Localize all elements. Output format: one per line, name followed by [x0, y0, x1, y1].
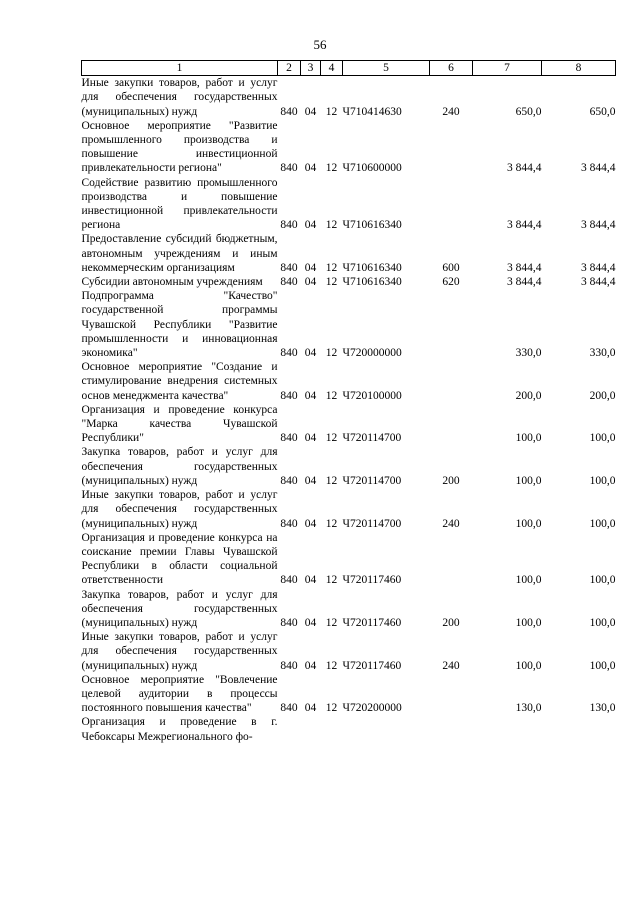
table-row: [82, 588, 616, 631]
row-amount-8: 100,0: [589, 616, 616, 629]
column-header-1: 1: [82, 61, 278, 76]
row-code-5: Ч720100000: [342, 389, 402, 402]
row-code-6: [430, 403, 473, 446]
row-code-6: 240: [442, 659, 460, 672]
row-code-2: 840: [280, 659, 298, 672]
row-amount-8: 100,0: [589, 517, 616, 530]
row-code-5: Ч720114700: [342, 432, 402, 445]
row-code-5: Ч720114700: [342, 517, 402, 530]
row-code-3: [301, 715, 321, 743]
row-code-2: 840: [280, 261, 298, 274]
row-code-6: 240: [442, 105, 460, 118]
row-code-4: 12: [325, 219, 338, 232]
row-name: Иные закупки товаров, работ и услуг для обеспечения государственных (муниципальных) нужд: [81, 489, 278, 530]
row-code-5: Ч710616340: [342, 276, 402, 289]
row-amount-7: 3 844,4: [507, 276, 542, 289]
table-row: [82, 176, 616, 233]
row-code-2: [278, 715, 301, 743]
row-code-2: 840: [280, 432, 298, 445]
row-code-6: [430, 119, 473, 176]
row-code-4: 12: [325, 105, 338, 118]
row-code-2: 840: [280, 616, 298, 629]
table-row: [82, 445, 616, 488]
table-row: [82, 232, 616, 275]
header-row: [82, 61, 616, 76]
row-amount-7: 100,0: [515, 616, 542, 629]
table-row: [82, 715, 616, 743]
row-amount-7: 3 844,4: [507, 162, 542, 175]
row-amount-8: 100,0: [589, 574, 616, 587]
row-amount-7: 100,0: [515, 659, 542, 672]
table-row: [82, 275, 616, 289]
row-code-4: 12: [325, 574, 338, 587]
row-code-3: 04: [304, 474, 317, 487]
row-amount-8: 330,0: [589, 347, 616, 360]
row-code-3: 04: [304, 276, 317, 289]
table-row: [82, 119, 616, 176]
row-code-2: 840: [280, 389, 298, 402]
table-row: [82, 403, 616, 446]
row-amount-7: 100,0: [515, 432, 542, 445]
row-code-3: 04: [304, 517, 317, 530]
row-name: Содействие развитию промышленного производства и повышение инвестиционной привлекательности региона: [81, 176, 278, 232]
row-amount-8: 3 844,4: [581, 276, 616, 289]
column-header-3: 3: [301, 61, 321, 76]
row-code-6: [430, 289, 473, 360]
row-amount-8: 100,0: [589, 432, 616, 445]
row-amount-7: 100,0: [515, 517, 542, 530]
table-row: [82, 76, 616, 119]
table-row: [82, 289, 616, 360]
row-amount-8: 100,0: [589, 474, 616, 487]
row-code-5: Ч710616340: [342, 219, 402, 232]
row-name: Основное мероприятие "Создание и стимулирование внедрения системных основ менеджмента качества": [81, 361, 278, 402]
row-code-3: 04: [304, 702, 317, 715]
row-amount-8: 200,0: [589, 389, 616, 402]
table-body: [82, 76, 616, 744]
row-code-6: 240: [442, 517, 460, 530]
row-code-5: Ч720000000: [342, 347, 402, 360]
row-name: Закупка товаров, работ и услуг для обеспечения государственных (муниципальных) нужд: [81, 446, 278, 487]
row-code-4: [321, 715, 343, 743]
row-code-3: 04: [304, 347, 317, 360]
row-code-2: 840: [280, 276, 298, 289]
row-code-3: 04: [304, 389, 317, 402]
row-code-3: 04: [304, 574, 317, 587]
row-amount-7: 650,0: [515, 105, 542, 118]
table-row: [82, 630, 616, 673]
row-amount-8: 3 844,4: [581, 219, 616, 232]
row-code-4: 12: [325, 347, 338, 360]
row-code-2: 840: [280, 219, 298, 232]
column-header-4: 4: [321, 61, 343, 76]
row-code-4: 12: [325, 432, 338, 445]
row-code-3: 04: [304, 261, 317, 274]
row-amount-8: 130,0: [589, 702, 616, 715]
row-code-4: 12: [325, 389, 338, 402]
row-code-3: 04: [304, 432, 317, 445]
column-header-8: 8: [542, 61, 616, 76]
column-header-5: 5: [343, 61, 430, 76]
row-code-2: 840: [280, 347, 298, 360]
row-code-4: 12: [325, 702, 338, 715]
row-code-6: [430, 176, 473, 233]
row-code-4: 12: [325, 659, 338, 672]
row-amount-7: 3 844,4: [507, 261, 542, 274]
table-header: [82, 61, 616, 76]
row-code-3: 04: [304, 219, 317, 232]
row-amount-7: 130,0: [515, 702, 542, 715]
row-name: Субсидии автономным учреждениям: [81, 276, 263, 289]
row-amount-7: 100,0: [515, 474, 542, 487]
row-code-6: [430, 531, 473, 588]
row-code-3: 04: [304, 659, 317, 672]
row-code-2: 840: [280, 162, 298, 175]
row-code-5: Ч710616340: [342, 261, 402, 274]
row-amount-7: [473, 715, 542, 743]
row-name: Подпрограмма "Качество" государственной программы Чувашской Республики "Развитие промышленности и инновационная экономика": [81, 290, 278, 360]
row-code-5: Ч720117460: [342, 659, 402, 672]
row-code-2: 840: [280, 105, 298, 118]
budget-table: [81, 60, 616, 744]
row-code-3: 04: [304, 162, 317, 175]
row-name: Организация и проведение конкурса на соискание премии Главы Чувашской Республики в области социальной ответственности: [81, 531, 278, 587]
row-code-5: Ч720117460: [342, 574, 402, 587]
row-code-2: 840: [280, 574, 298, 587]
row-amount-7: 3 844,4: [507, 219, 542, 232]
row-code-6: [430, 673, 473, 716]
row-name: Предоставление субсидий бюджетным, автономным учреждениям и иным некоммерческим организациям: [81, 233, 278, 274]
row-name: Основное мероприятие "Вовлечение целевой аудитории в процессы постоянного повышения качества": [81, 673, 278, 715]
row-name: Основное мероприятие "Развитие промышленного производства и повышение инвестиционной привлекательности региона": [81, 119, 278, 175]
row-code-6: 200: [442, 474, 460, 487]
row-name: Организация и проведение в г. Чебоксары Межрегионального фо-: [81, 716, 278, 743]
row-code-4: 12: [325, 616, 338, 629]
row-code-3: 04: [304, 616, 317, 629]
row-code-5: [343, 715, 430, 743]
row-name: Иные закупки товаров, работ и услуг для обеспечения государственных (муниципальных) нужд: [81, 631, 278, 672]
row-code-5: Ч710414630: [342, 105, 402, 118]
row-amount-8: 3 844,4: [581, 261, 616, 274]
row-code-6: 600: [442, 261, 460, 274]
row-code-5: Ч710600000: [342, 162, 402, 175]
row-code-2: 840: [280, 702, 298, 715]
row-code-6: [430, 360, 473, 403]
column-header-7: 7: [473, 61, 542, 76]
row-amount-7: 200,0: [515, 389, 542, 402]
table-row: [82, 360, 616, 403]
row-code-3: 04: [304, 105, 317, 118]
row-code-4: 12: [325, 276, 338, 289]
row-code-6: 200: [442, 616, 460, 629]
row-code-4: 12: [325, 162, 338, 175]
table-row: [82, 531, 616, 588]
row-code-5: Ч720117460: [342, 616, 402, 629]
row-code-5: Ч720200000: [342, 702, 402, 715]
row-code-2: 840: [280, 517, 298, 530]
row-name: Организация и проведение конкурса "Марка качества Чувашской Республики": [81, 403, 278, 445]
page-number: 56: [313, 37, 327, 52]
row-amount-8: [542, 715, 616, 743]
row-code-5: Ч720114700: [342, 474, 402, 487]
column-header-6: 6: [430, 61, 473, 76]
row-amount-8: 650,0: [589, 105, 616, 118]
row-name: Закупка товаров, работ и услуг для обеспечения государственных (муниципальных) нужд: [81, 588, 278, 629]
column-header-2: 2: [278, 61, 301, 76]
row-code-6: [430, 715, 473, 743]
row-amount-7: 100,0: [515, 574, 542, 587]
row-amount-8: 3 844,4: [581, 162, 616, 175]
row-code-4: 12: [325, 517, 338, 530]
row-amount-7: 330,0: [515, 347, 542, 360]
table-row: [82, 488, 616, 531]
row-code-4: 12: [325, 261, 338, 274]
row-code-4: 12: [325, 474, 338, 487]
table-row: [82, 673, 616, 716]
row-amount-8: 100,0: [589, 659, 616, 672]
row-code-2: 840: [280, 474, 298, 487]
row-name: Иные закупки товаров, работ и услуг для обеспечения государственных (муниципальных) нужд: [81, 77, 278, 118]
row-code-6: 620: [442, 276, 460, 289]
